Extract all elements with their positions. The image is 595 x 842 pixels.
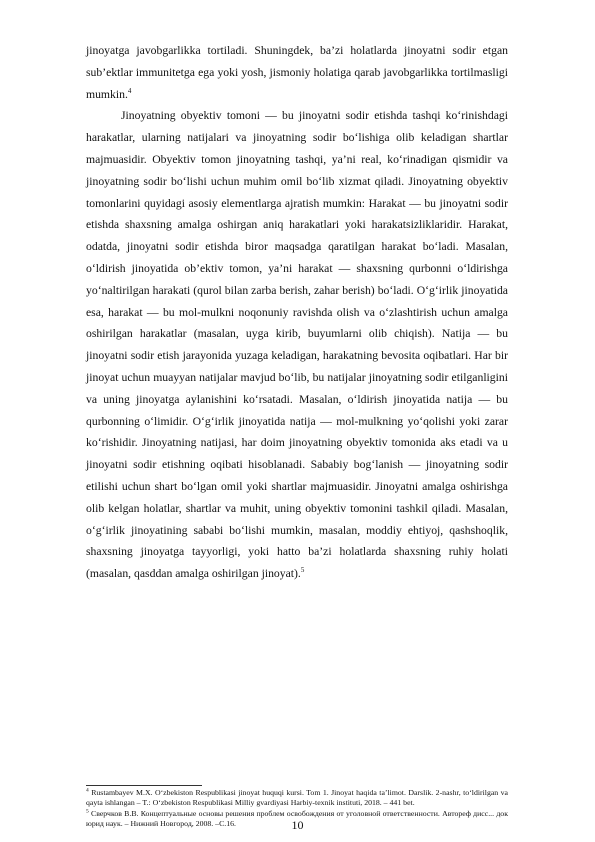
footnote-5-text: Сверчков В.В. Концептуальные основы решения проблем освобождения от уголовной ответственности. Автореф дисс... док юрид наук. – Нижний Новгород, 2008. –С.16.: [86, 808, 508, 829]
footnote-4-number: 4: [86, 787, 89, 794]
footnote-4: [86, 788, 508, 809]
footnote-4-text: Rustambayev M.X. O‘zbekiston Respublikasi jinoyat huquqi kursi. Tom 1. Jinoyat haqida ta’limot. Darslik. 2-nashr, to‘ldirilgan va qayta ishlangan – T.: O‘zbekiston Respublikasi Milliy gvardiyasi Harbiy-texnik instituti, 2018. – 441 bet.: [86, 788, 508, 808]
page-number: 10: [291, 818, 304, 832]
paragraph-2: [86, 105, 508, 585]
paragraph-1-text: jinoyatga javobgarlikka tortiladi. Shuningdek, ba’zi holatlarda jinoyatni sodir etgan sub’ektlar immunitetga ega yoki yosh, jismoniy holatiga qarab javobgarlikka tortilmasligi mumkin.: [86, 44, 508, 101]
footnote-separator: [86, 785, 202, 786]
paragraph-1: [86, 40, 508, 105]
footnote-ref-4[interactable]: 4: [127, 86, 132, 95]
body-text: [86, 40, 508, 585]
footnote-ref-5[interactable]: 5: [300, 566, 305, 575]
paragraph-2-text: Jinoyatning obyektiv tomoni — bu jinoyatni sodir etishda tashqi ko‘rinishdagi harakatlar, ularning natijalari va jinoyatning sodir bo‘lishiga olib keladigan shartlar majmuasidir. Obyektiv tomon jinoyatning tashqi, ya’ni real, ko‘rinadigan qismidir va jinoyatning sodir bo‘lishi uchun muhim omil bo‘lib xizmat qiladi. Jinoyatning obyektiv tomonlarini quyidagi asosiy elementlarga ajratish mumkin: Harakat — bu jinoyatni sodir etishda shaxsning amalga oshirgan aniq harakatlari yoki harakatsizliklaridir. Harakat, odatda, jinoyatni sodir etishda biror maqsadga qaratilgan harakat bo‘ladi. Masalan, o‘ldirish jinoyatida ob’ektiv tomon, ya’ni harakat — shaxsning qurbonni o‘ldirishga yo‘naltirilgan harakati (qurol bilan zarba berish, zahar berish) bo‘ladi. O‘g‘irlik jinoyatida esa, harakat — bu mol-mulkni noqonuniy ravishda olish va o‘zlashtirish uchun amalga oshirilgan harakatlar (masalan, uyga kirib, buyumlarni olib chiqish). Natija — bu jinoyatni sodir etish jarayonida yuzaga keladigan, harakatning bevosita oqibatlari. Har bir jinoyat uchun muayyan natijalar mavjud bo‘lib, bu natijalar jinoyatning sodir etilganligini va uning jinoyatga aylanishini ko‘rsatadi. Masalan, o‘ldirish jinoyatida natija — bu qurbonning o‘limidir. O‘g‘irlik jinoyatida natija — mol-mulkning yo‘qolishi yoki zarar ko‘rishidir. Jinoyatning natijasi, har doim jinoyatning obyektiv tomonida aks etadi va u jinoyatni sodir etishning oqibati hisoblanadi. Sababiy bog‘lanish — jinoyatning sodir etilishi uchun shart bo‘lgan omil yoki shartlar majmuasidir. Jinoyatni amalga oshirishga olib kelgan holatlar, shartlar va muhit, uning obyektiv tomonini tashkil qiladi. Masalan, o‘g‘irlik jinoyatining sababi bo‘lishi mumkin, masalan, moddiy ehtiyoj, qashshoqlik, shaxsning jinoyatga tayyorligi, yoki hatto ba’zi holatlarda shaxsning ruhiy holati (masalan, qasddan amalga oshirilgan jinoyat).: [86, 109, 508, 581]
footnote-5-number: 5: [86, 808, 89, 815]
